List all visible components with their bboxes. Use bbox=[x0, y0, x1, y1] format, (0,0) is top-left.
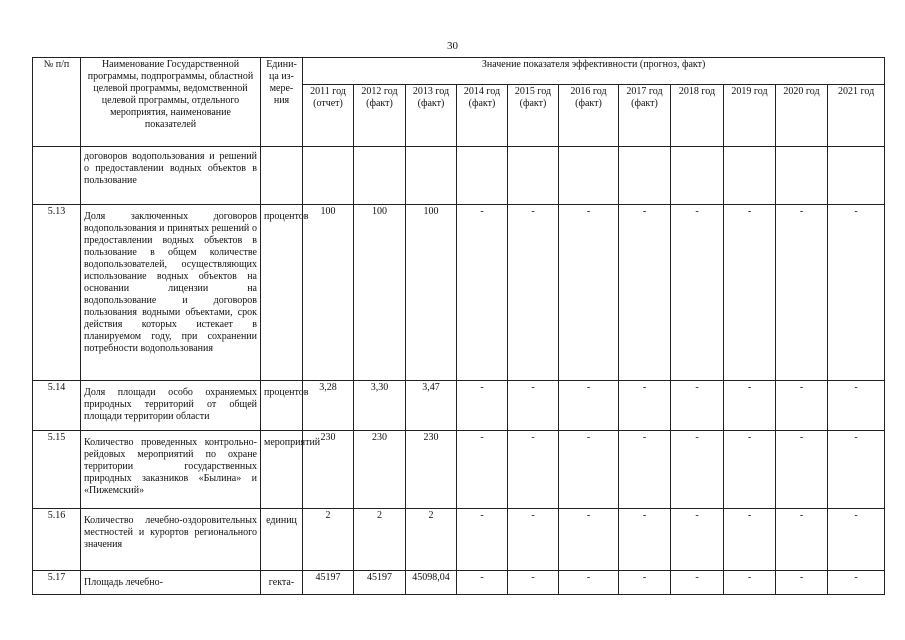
year-label: 2018 год bbox=[678, 86, 716, 97]
indicator-value: - bbox=[559, 431, 619, 509]
indicator-value: 3,30 bbox=[354, 381, 406, 431]
year-header bbox=[303, 85, 354, 147]
indicator-value: - bbox=[457, 381, 508, 431]
row-number bbox=[33, 147, 81, 205]
table-row bbox=[33, 205, 885, 381]
indicator-value: - bbox=[559, 571, 619, 595]
indicator-value: 3,28 bbox=[303, 381, 354, 431]
year-header bbox=[724, 85, 776, 147]
indicator-value: - bbox=[776, 509, 828, 571]
indicator-value: - bbox=[619, 509, 671, 571]
year-header bbox=[559, 85, 619, 147]
indicator-value: - bbox=[457, 509, 508, 571]
indicator-value: 2 bbox=[354, 509, 406, 571]
year-label: 2016 год bbox=[570, 86, 607, 97]
indicator-value bbox=[406, 147, 457, 205]
indicator-value: 100 bbox=[303, 205, 354, 381]
indicator-value: - bbox=[724, 381, 776, 431]
indicator-name: Доля площади особо охраняемых природных территорий от общей площади территории области bbox=[81, 381, 261, 431]
indicator-value bbox=[828, 147, 885, 205]
indicator-value bbox=[671, 147, 724, 205]
table-row bbox=[33, 147, 885, 205]
indicator-value: - bbox=[559, 509, 619, 571]
indicator-value: 2 bbox=[303, 509, 354, 571]
indicator-value: - bbox=[724, 509, 776, 571]
indicator-value: - bbox=[671, 431, 724, 509]
indicator-value: - bbox=[828, 205, 885, 381]
year-header bbox=[508, 85, 559, 147]
indicator-value: - bbox=[828, 571, 885, 595]
row-number: 5.17 bbox=[33, 571, 81, 595]
unit-of-measure bbox=[261, 147, 303, 205]
row-number: 5.15 bbox=[33, 431, 81, 509]
indicator-value: - bbox=[508, 381, 559, 431]
year-header bbox=[828, 85, 885, 147]
indicator-value: 3,47 bbox=[406, 381, 457, 431]
unit-of-measure: процентов bbox=[261, 381, 303, 431]
indicator-value: - bbox=[508, 509, 559, 571]
year-header bbox=[619, 85, 671, 147]
row-number: 5.13 bbox=[33, 205, 81, 381]
year-label: 2020 год bbox=[783, 86, 820, 97]
table-row bbox=[33, 571, 885, 595]
indicator-value: 45098,04 bbox=[406, 571, 457, 595]
indicator-value: - bbox=[559, 205, 619, 381]
unit-of-measure: процентов bbox=[261, 205, 303, 381]
table-row bbox=[33, 509, 885, 571]
indicator-value: - bbox=[724, 571, 776, 595]
indicator-value: - bbox=[508, 205, 559, 381]
year-header bbox=[406, 85, 457, 147]
year-label: 2019 год bbox=[731, 86, 768, 97]
indicator-value: - bbox=[559, 381, 619, 431]
indicator-value: - bbox=[828, 431, 885, 509]
table-body bbox=[33, 147, 885, 595]
indicator-name: Количество проведенных контрольно-рейдовых мероприятий по охране территории государственных природных заказников «Былина» и «Пижемский» bbox=[81, 431, 261, 509]
indicator-name: Количество лечебно-оздоровительных местностей и курортов регионального значения bbox=[81, 509, 261, 571]
indicator-value bbox=[457, 147, 508, 205]
indicator-value: - bbox=[619, 205, 671, 381]
row-number: 5.14 bbox=[33, 381, 81, 431]
year-note: (факт) bbox=[575, 98, 602, 109]
indicator-value: - bbox=[776, 205, 828, 381]
year-header bbox=[671, 85, 724, 147]
unit-of-measure: гекта- bbox=[261, 571, 303, 595]
year-label: 2012 год bbox=[361, 86, 398, 97]
indicator-value: 100 bbox=[406, 205, 457, 381]
indicator-value: - bbox=[776, 431, 828, 509]
col-values-header: Значение показателя эффективности (прогноз, факт) bbox=[303, 58, 885, 85]
col-unit-header: Едини-ца из-мере-ния bbox=[261, 58, 303, 147]
indicator-value: - bbox=[457, 205, 508, 381]
page-number: 30 bbox=[447, 40, 458, 52]
indicator-value: - bbox=[671, 381, 724, 431]
table-row bbox=[33, 381, 885, 431]
year-header bbox=[457, 85, 508, 147]
indicator-value: 230 bbox=[406, 431, 457, 509]
indicator-value: 45197 bbox=[303, 571, 354, 595]
indicator-value bbox=[559, 147, 619, 205]
indicator-value: - bbox=[508, 431, 559, 509]
indicator-value: 2 bbox=[406, 509, 457, 571]
year-note: (факт) bbox=[366, 98, 393, 109]
indicator-value bbox=[619, 147, 671, 205]
indicator-value: - bbox=[619, 431, 671, 509]
indicator-value: - bbox=[671, 205, 724, 381]
indicator-value: - bbox=[457, 571, 508, 595]
year-label: 2011 год bbox=[310, 86, 346, 97]
indicator-value: - bbox=[671, 571, 724, 595]
indicator-value: 45197 bbox=[354, 571, 406, 595]
year-label: 2021 год bbox=[838, 86, 875, 97]
year-note: (факт) bbox=[631, 98, 658, 109]
indicator-value bbox=[508, 147, 559, 205]
col-num-header: № п/п bbox=[33, 58, 81, 147]
indicator-value bbox=[303, 147, 354, 205]
indicator-value: - bbox=[619, 571, 671, 595]
indicator-value bbox=[724, 147, 776, 205]
efficiency-indicators-table bbox=[32, 57, 885, 595]
indicator-value: 100 bbox=[354, 205, 406, 381]
year-header bbox=[354, 85, 406, 147]
year-note: (факт) bbox=[468, 98, 496, 109]
year-label: 2015 год bbox=[514, 86, 552, 97]
indicator-value: - bbox=[724, 431, 776, 509]
header-row-top bbox=[33, 58, 885, 85]
indicator-value: - bbox=[828, 381, 885, 431]
unit-of-measure: мероприятий bbox=[261, 431, 303, 509]
year-note: (факт) bbox=[417, 98, 445, 109]
indicator-value: - bbox=[457, 431, 508, 509]
year-note: (отчет) bbox=[313, 98, 343, 109]
indicator-value: - bbox=[828, 509, 885, 571]
year-note: (факт) bbox=[519, 98, 547, 109]
row-number: 5.16 bbox=[33, 509, 81, 571]
year-label: 2014 год bbox=[463, 86, 501, 97]
indicator-value: - bbox=[776, 571, 828, 595]
indicator-value: 230 bbox=[354, 431, 406, 509]
indicator-value: - bbox=[724, 205, 776, 381]
indicator-name: договоров водопользования и решений о предоставлении водных объектов в пользование bbox=[81, 147, 261, 205]
indicator-value: 230 bbox=[303, 431, 354, 509]
year-label: 2017 год bbox=[626, 86, 663, 97]
year-label: 2013 год bbox=[412, 86, 450, 97]
year-header bbox=[776, 85, 828, 147]
indicator-value bbox=[776, 147, 828, 205]
indicator-value bbox=[354, 147, 406, 205]
col-name-header: Наименование Государственной программы, подпрограммы, областной целевой программы, ведомственной целевой программы, отдельного мероприятия, наименование показателей bbox=[81, 58, 261, 147]
unit-of-measure: единиц bbox=[261, 509, 303, 571]
indicator-name: Площадь лечебно- bbox=[81, 571, 261, 595]
indicator-value: - bbox=[508, 571, 559, 595]
indicator-value: - bbox=[619, 381, 671, 431]
indicator-name: Доля заключенных договоров водопользования и принятых решений о предоставлении водных объектов в пользование в общем количестве водопользователей, осуществляющих использование водных объектов на основании лицензии на водопользование и договоров пользования водными объектами, срок действия которых истекает в планируемом году, при сохранении потребности водопользования bbox=[81, 205, 261, 381]
indicator-value: - bbox=[671, 509, 724, 571]
indicator-value: - bbox=[776, 381, 828, 431]
table-row bbox=[33, 431, 885, 509]
